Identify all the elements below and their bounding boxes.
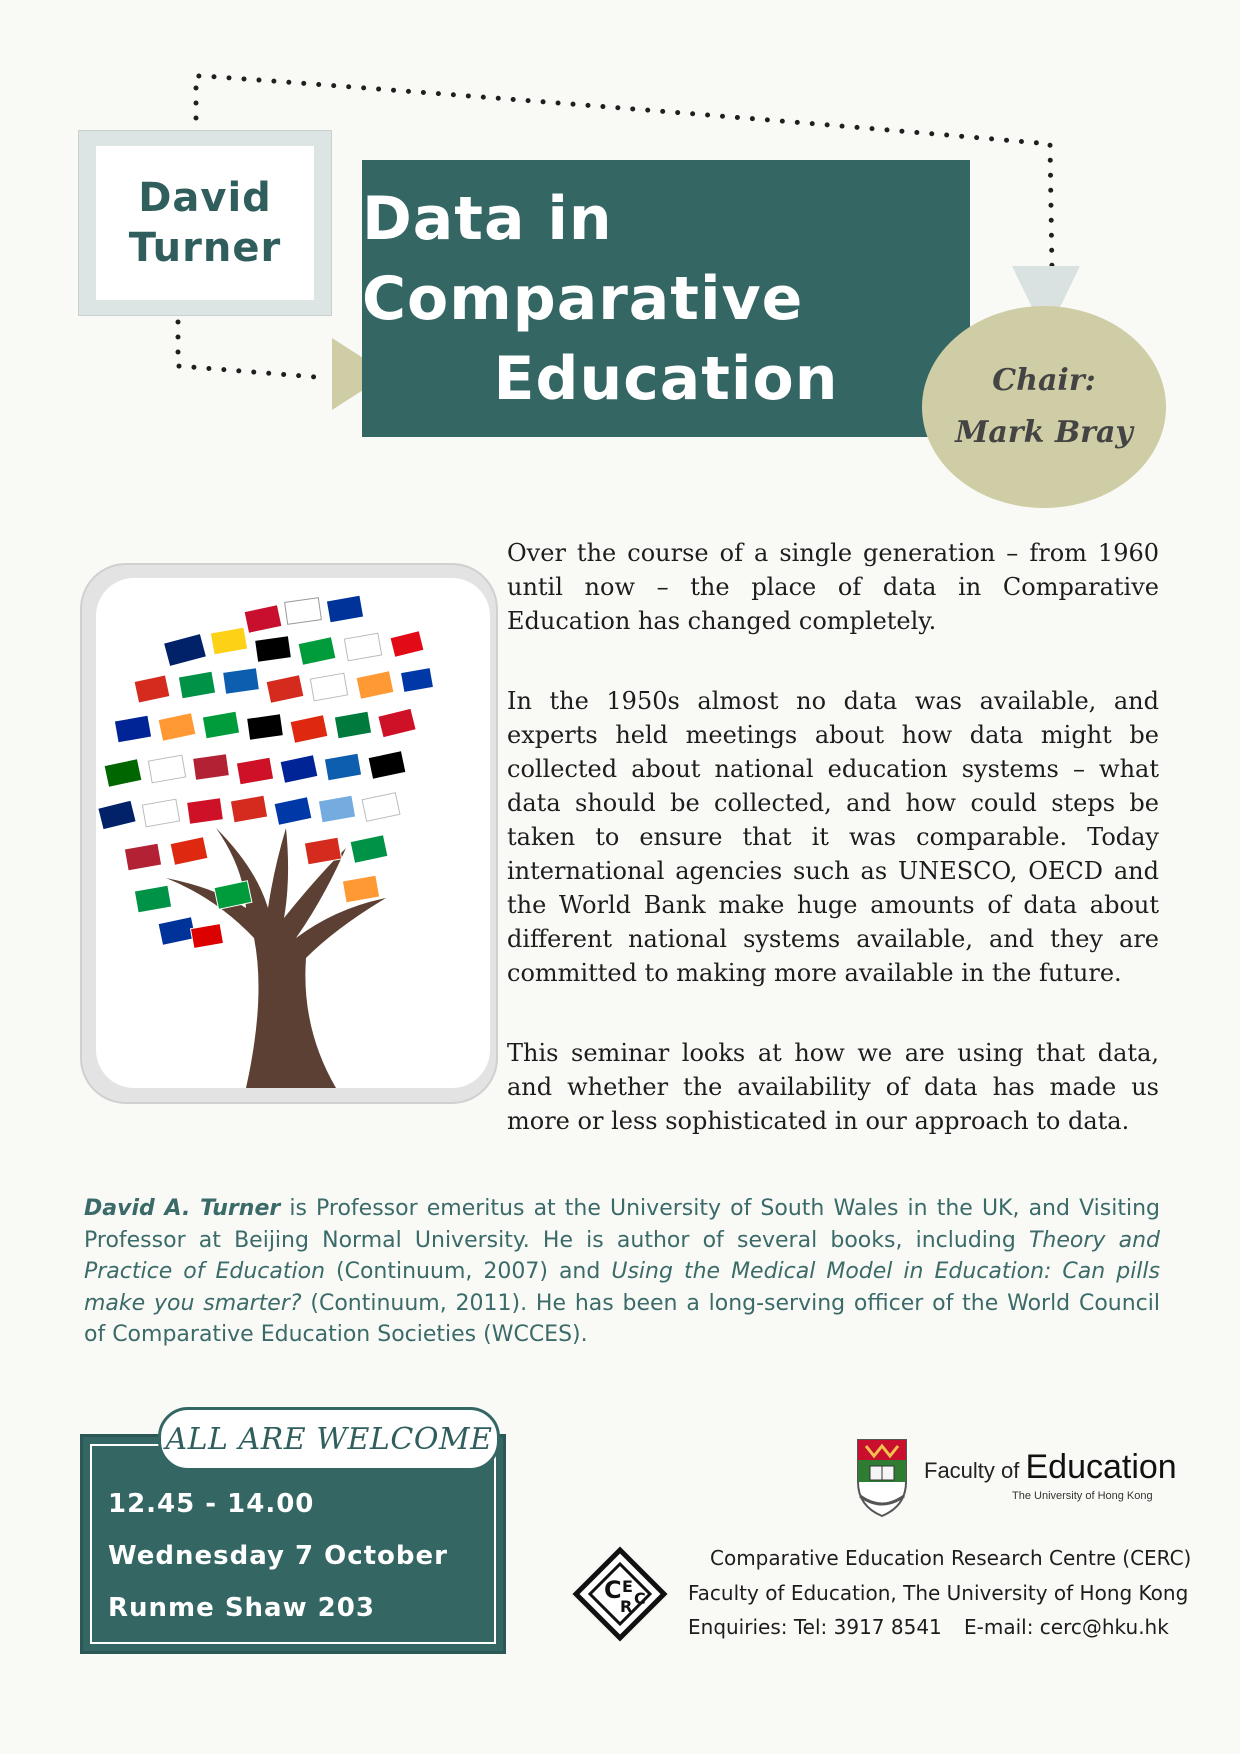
event-venue: Runme Shaw 203 <box>108 1593 375 1623</box>
contact-faculty: Faculty of Education, The University of Hong Kong <box>688 1581 1189 1605</box>
seminar-paragraph: This seminar looks at how we are using that data, and whether the availability of data has made us more or less sophisticated in our approach to data. <box>507 1039 1159 1135</box>
svg-text:C: C <box>634 1589 646 1608</box>
speaker-last-name: Turner <box>128 225 282 271</box>
faculty-of-education-logo <box>852 1436 1177 1524</box>
welcome-badge: ALL ARE WELCOME <box>158 1407 500 1471</box>
svg-text:E: E <box>622 1577 633 1596</box>
intro-paragraph: Over the course of a single generation – from 1960 until now – the place of data in Comparative Education has changed completely. <box>507 539 1159 635</box>
contact-centre: Comparative Education Research Centre (CERC) <box>710 1546 1192 1570</box>
svg-text:R: R <box>620 1597 633 1616</box>
bio-speaker-name: David A. Turner <box>84 1196 281 1221</box>
bio-text-1: is Professor emeritus at the University of South Wales in the UK, and Visiting Professor at Beijing Normal University. He is author of several books, including <box>84 1196 1160 1253</box>
seminar-title-line-1: Data in Comparative <box>362 183 804 334</box>
cerc-logo-icon <box>572 1546 668 1642</box>
speaker-box <box>96 146 314 300</box>
seminar-title-block <box>362 160 970 437</box>
contact-telephone: Enquiries: Tel: 3917 8541 <box>688 1615 942 1639</box>
event-time: 12.45 - 14.00 <box>108 1489 315 1519</box>
bio-book-1: Theory and Practice of Education <box>84 1227 1160 1284</box>
speaker-first-name: David <box>138 175 272 221</box>
faculty-of-label: Faculty of <box>924 1458 1026 1483</box>
chair-label: Chair: <box>992 363 1096 398</box>
speaker-bio <box>84 1193 1160 1351</box>
bio-text-3: (Continuum, 2011). He has been a long-serving officer of the World Council of Comparative Education Societies (WCCES). <box>84 1290 1160 1347</box>
history-paragraph: In the 1950s almost no data was available, and experts held meetings about how data might be collected about national education systems – what data should be collected, and how could steps be taken to ensure that it was comparable. Today international agencies such as UNESCO, OECD and the World Bank make huge amounts of data about different national systems available, and they are committed to making more available in the future. <box>507 687 1159 987</box>
bio-text-2: (Continuum, 2007) and <box>325 1259 612 1284</box>
chair-name: Mark Bray <box>955 415 1133 450</box>
contact-email-link[interactable]: E-mail: cerc@hku.hk <box>964 1615 1169 1639</box>
chair-badge <box>922 306 1166 508</box>
bio-book-2: Using the Medical Model in Education: Can pills make you smarter? <box>84 1259 1160 1316</box>
event-date: Wednesday 7 October <box>108 1541 448 1571</box>
illustration-card <box>96 578 490 1088</box>
education-label: Education <box>1025 1448 1177 1486</box>
flag-tree-illustration <box>96 578 490 1088</box>
hku-crest-icon <box>852 1436 912 1520</box>
university-label: The University of Hong Kong <box>1012 1490 1153 1502</box>
svg-text:C: C <box>604 1576 622 1604</box>
seminar-title-line-2: Education <box>493 343 839 414</box>
